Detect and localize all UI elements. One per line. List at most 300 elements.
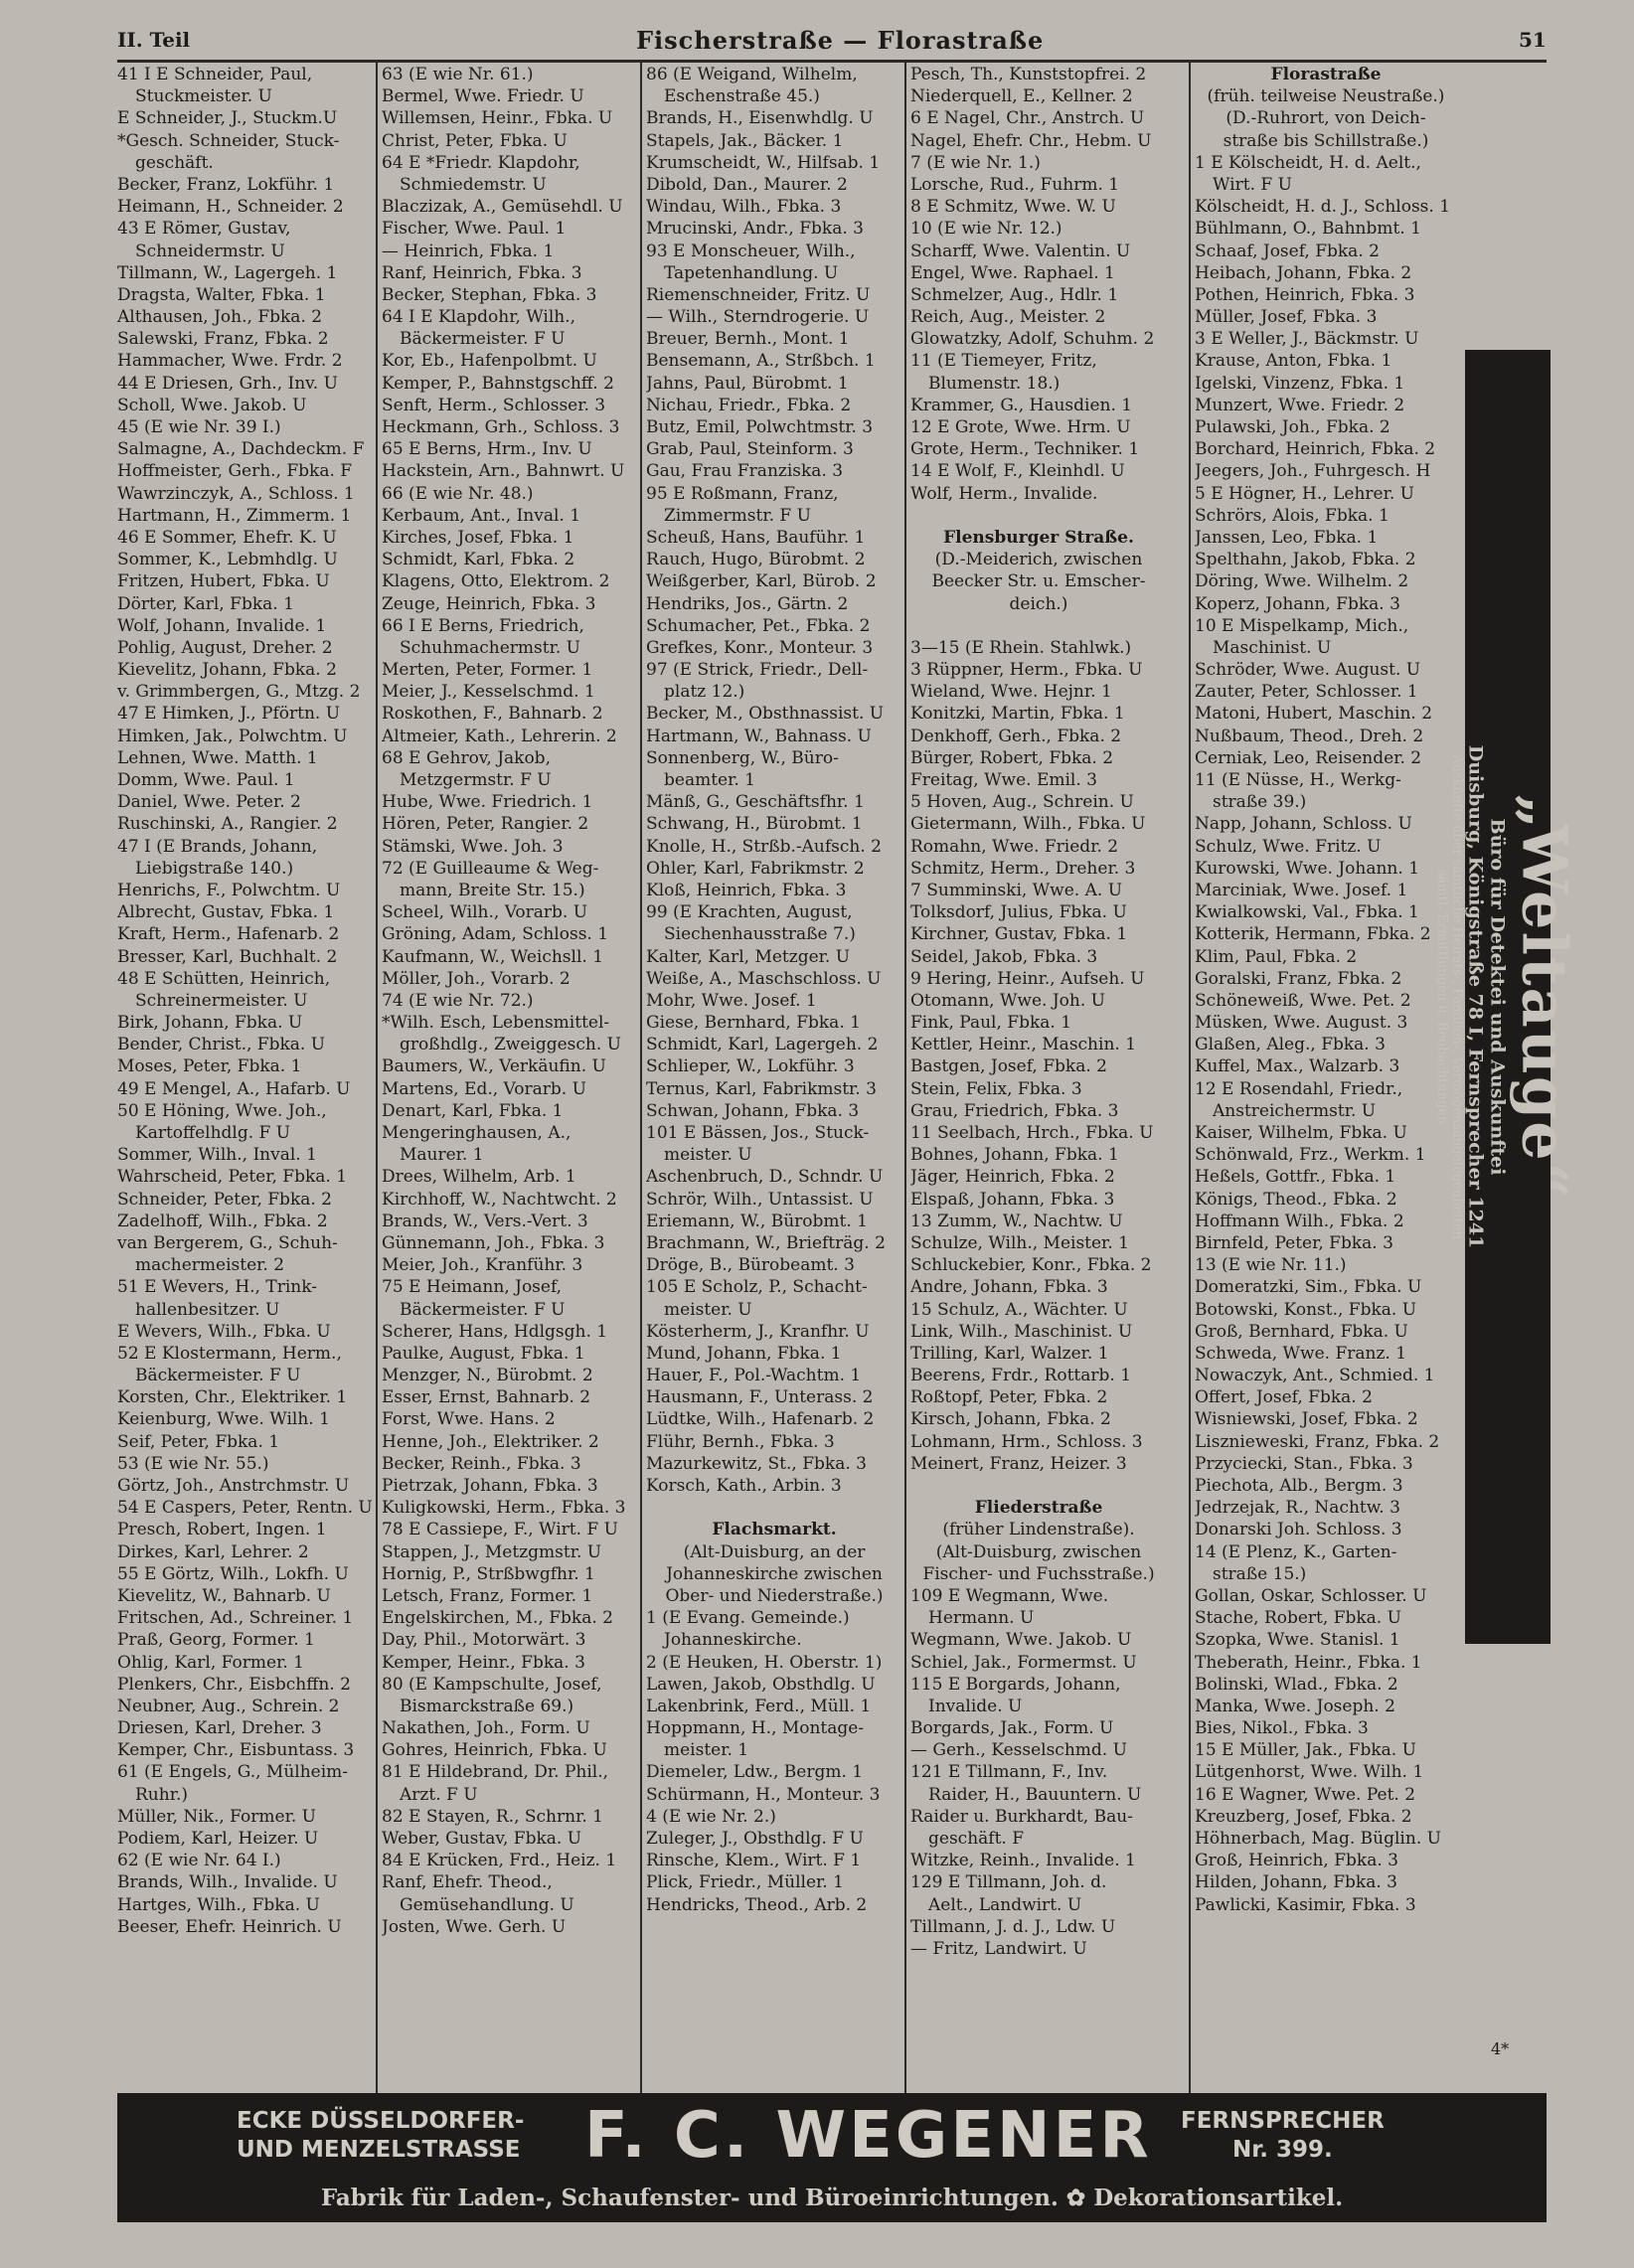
directory-entry: Scholl, Wwe. Jakob. U: [117, 395, 307, 415]
directory-entry: Maurer. 1: [400, 1145, 484, 1166]
directory-entry: Bühlmann, O., Bahnbmt. 1: [1195, 219, 1421, 240]
directory-entry: Schürmann, H., Monteur. 3: [646, 1784, 881, 1805]
directory-entry: 74 (E wie Nr. 72.): [382, 990, 534, 1011]
directory-entry: Weber, Gustav, Fbka. U: [382, 1829, 582, 1849]
footer-phone-number: Nr. 399.: [1231, 2137, 1333, 2163]
directory-entry: Offert, Josef, Fbka. 2: [1195, 1387, 1373, 1408]
directory-entry: Hören, Peter, Rangier. 2: [382, 814, 589, 835]
directory-entry: 97 (E Strick, Friedr., Dell-: [646, 660, 869, 681]
ad-line-4: sämtl. Ermittlungen u. Beobachtungen: [1434, 869, 1450, 1125]
directory-entry: Hoffmann Wilh., Fbka. 2: [1195, 1211, 1404, 1231]
directory-entry: Munzert, Wwe. Friedr. 2: [1195, 395, 1405, 415]
directory-entry: Siechenhausstraße 7.): [664, 924, 856, 945]
directory-entry: Sommer, K., Lebmhdlg. U: [117, 550, 338, 570]
directory-entry: Hackstein, Arn., Bahnwrt. U: [382, 461, 625, 482]
directory-entry: Schneidermstr. U: [135, 241, 285, 261]
directory-entry: Korsch, Kath., Arbin. 3: [646, 1476, 842, 1496]
directory-entry: 72 (E Guilleaume & Weg-: [382, 858, 599, 879]
street-heading: Florastraße: [1270, 65, 1382, 84]
directory-entry: Raider u. Burkhardt, Bau-: [910, 1806, 1133, 1827]
directory-entry: 82 E Stayen, R., Schrnr. 1: [382, 1806, 603, 1827]
ad-line-2: Duisburg, Königstraße 78 I, Fernsprecher 1241: [1464, 744, 1487, 1249]
directory-entry: Kreuzberg, Josef, Fbka. 2: [1195, 1806, 1412, 1827]
directory-entry: 68 E Gehrov, Jakob,: [382, 747, 551, 768]
directory-entry: Mengeringhausen, A.,: [382, 1123, 572, 1143]
directory-entry: Kievelitz, Johann, Fbka. 2: [117, 660, 337, 681]
directory-entry: Bresser, Karl, Buchhalt. 2: [117, 946, 338, 967]
directory-entry: Bastgen, Josef, Fbka. 2: [910, 1056, 1107, 1077]
directory-entry: Fischer, Wwe. Paul. 1: [382, 219, 567, 240]
directory-entry: 75 E Heimann, Josef,: [382, 1277, 563, 1298]
directory-entry: Eschenstraße 45.): [664, 86, 820, 107]
directory-entry: Möller, Joh., Vorarb. 2: [382, 968, 571, 989]
directory-entry: Hoffmeister, Gerh., Fbka. F: [117, 461, 353, 482]
directory-entry: Schneider, Peter, Fbka. 2: [117, 1189, 333, 1210]
directory-entry: Mazurkewitz, St., Fbka. 3: [646, 1453, 867, 1474]
directory-entry: 3 E Weller, J., Bäckmstr. U: [1195, 329, 1419, 350]
directory-entry: 7 (E wie Nr. 1.): [910, 152, 1041, 173]
directory-entry: Andre, Johann, Fbka. 3: [910, 1277, 1108, 1298]
directory-entry: Praß, Georg, Former. 1: [117, 1630, 315, 1651]
directory-entry: Ternus, Karl, Fabrikmstr. 3: [646, 1078, 877, 1099]
directory-entry: 11 (E Nüsse, H., Werkg-: [1195, 770, 1401, 790]
directory-entry: Flühr, Bernh., Fbka. 3: [646, 1431, 835, 1452]
directory-entry: Bismarckstraße 69.): [400, 1696, 574, 1716]
directory-entry: 49 E Mengel, A., Hafarb. U: [117, 1078, 351, 1099]
directory-entry: Senft, Herm., Schlosser. 3: [382, 395, 606, 415]
directory-entry: 129 E Tillmann, Joh. d.: [910, 1872, 1107, 1893]
directory-entry: Lohmann, Hrm., Schloss. 3: [910, 1431, 1143, 1452]
directory-entry: Napp, Johann, Schloss. U: [1195, 814, 1412, 835]
ad-line-3: Auskünfte über sämtliche Heirats-, Familien-, Vermögensangelegenheiten: [1449, 754, 1465, 1239]
directory-entry: Letsch, Franz, Former. 1: [382, 1585, 593, 1606]
directory-entry: Jahns, Paul, Bürobmt. 1: [646, 373, 849, 394]
directory-entry: Lakenbrink, Ferd., Müll. 1: [646, 1696, 872, 1716]
directory-entry: Grote, Herm., Techniker. 1: [910, 439, 1140, 460]
column-4: [910, 64, 1167, 2091]
directory-entry: Roßtopf, Peter, Fbka. 2: [910, 1387, 1108, 1408]
directory-entry: Mohr, Wwe. Josef. 1: [646, 990, 817, 1011]
directory-entry: 115 E Borgards, Johann,: [910, 1674, 1121, 1695]
directory-entry: (D.-Meiderich, zwischen: [934, 550, 1143, 570]
directory-entry: Hausmann, F., Unterass. 2: [646, 1387, 874, 1408]
directory-entry: Salmagne, A., Dachdeckm. F: [117, 439, 365, 460]
directory-entry: Engelskirchen, M., Fbka. 2: [382, 1608, 613, 1629]
directory-entry: Krumscheidt, W., Hilfsab. 1: [646, 152, 881, 173]
street-heading: Flensburger Straße.: [943, 527, 1134, 548]
directory-entry: Klim, Paul, Fbka. 2: [1195, 946, 1358, 967]
directory-entry: Ruschinski, A., Rangier. 2: [117, 814, 338, 835]
directory-entry: Josten, Wwe. Gerh. U: [382, 1916, 567, 1937]
directory-entry: 11 (E Tiemeyer, Fritz,: [910, 351, 1097, 372]
directory-entry: Müller, Nik., Former. U: [117, 1806, 316, 1827]
directory-entry: Schwang, H., Bürobmt. 1: [646, 814, 863, 835]
directory-entry: 13 Zumm, W., Nachtw. U: [910, 1211, 1123, 1231]
directory-entry: Bäckermeister. F U: [400, 1299, 566, 1320]
directory-entry: Hartges, Wilh., Fbka. U: [117, 1894, 320, 1915]
directory-entry: Bäckermeister. F U: [400, 329, 566, 350]
street-heading: Flachsmarkt.: [712, 1520, 837, 1540]
directory-entry: Albrecht, Gustav, Fbka. 1: [117, 902, 335, 923]
directory-entry: Scharff, Wwe. Valentin. U: [910, 241, 1131, 261]
directory-entry: Day, Phil., Motorwärt. 3: [382, 1630, 586, 1651]
directory-entry: Pothen, Heinrich, Fbka. 3: [1195, 284, 1415, 305]
directory-entry: Scheel, Wilh., Vorarb. U: [382, 902, 588, 923]
directory-entry: geschäft. F: [928, 1829, 1024, 1849]
directory-entry: Nowaczyk, Ant., Schmied. 1: [1195, 1366, 1435, 1386]
directory-entry: Nußbaum, Theod., Dreh. 2: [1195, 726, 1424, 746]
directory-entry: Moses, Peter, Fbka. 1: [117, 1056, 302, 1077]
directory-entry: 64 E *Friedr. Klapdohr,: [382, 152, 580, 173]
directory-entry: Koperz, Johann, Fbka. 3: [1195, 593, 1400, 614]
directory-entry: Brands, H., Eisenwhdlg. U: [646, 108, 874, 129]
directory-entry: Witzke, Reinh., Invalide. 1: [910, 1851, 1136, 1871]
footer-phone-label: FERNSPRECHER: [1181, 2108, 1385, 2134]
directory-entry: Becker, Stephan, Fbka. 3: [382, 284, 597, 305]
directory-entry: 7 Summinski, Wwe. A. U: [910, 880, 1123, 900]
column-2: [382, 64, 638, 2091]
directory-entry: Pohlig, August, Dreher. 2: [117, 637, 333, 658]
directory-entry: Schöneweiß, Wwe. Pet. 2: [1195, 990, 1411, 1011]
directory-entry: Zuleger, J., Obsthdlg. F U: [646, 1829, 864, 1849]
directory-entry: Trilling, Karl, Walzer. 1: [910, 1343, 1109, 1364]
directory-entry: Zeuge, Heinrich, Fbka. 3: [382, 593, 596, 614]
directory-entry: Krause, Anton, Fbka. 1: [1195, 351, 1392, 372]
directory-entry: 13 (E wie Nr. 11.): [1195, 1255, 1347, 1276]
directory-entry: Stämski, Wwe. Joh. 3: [382, 836, 564, 857]
directory-entry: Manka, Wwe. Joseph. 2: [1195, 1696, 1395, 1716]
directory-entry: meister. U: [664, 1299, 752, 1320]
directory-entry: Cerniak, Leo, Reisender. 2: [1195, 747, 1422, 768]
directory-entry: 95 E Roßmann, Franz,: [646, 483, 839, 504]
directory-entry: Menzger, N., Bürobmt. 2: [382, 1366, 593, 1386]
directory-entry: Merten, Peter, Former. 1: [382, 660, 593, 681]
directory-entry: Sommer, Wilh., Inval. 1: [117, 1145, 317, 1166]
directory-entry: Gohres, Heinrich, Fbka. U: [382, 1740, 607, 1761]
directory-entry: Schaaf, Josef, Fbka. 2: [1195, 241, 1380, 261]
directory-entry: Szopka, Wwe. Stanisl. 1: [1195, 1630, 1400, 1651]
directory-entry: Wegmann, Wwe. Jakob. U: [910, 1630, 1132, 1651]
directory-entry: (früh. teilweise Neustraße.): [1207, 86, 1445, 107]
directory-entry: 4 (E wie Nr. 2.): [646, 1806, 776, 1827]
directory-entry: Glowatzky, Adolf, Schuhm. 2: [910, 329, 1155, 350]
directory-entry: Weiße, A., Maschschloss. U: [646, 968, 882, 989]
directory-entry: Schmiedemstr. U: [400, 174, 547, 195]
directory-entry: — Fritz, Landwirt. U: [910, 1938, 1087, 1959]
directory-entry: Fritzen, Hubert, Fbka. U: [117, 571, 330, 592]
directory-entry: Neubner, Aug., Schrein. 2: [117, 1696, 340, 1716]
directory-entry: 105 E Scholz, P., Schacht-: [646, 1277, 868, 1298]
directory-entry: 15 Schulz, A., Wächter. U: [910, 1299, 1128, 1320]
directory-entry: Matoni, Hubert, Maschin. 2: [1195, 704, 1433, 725]
directory-entry: Schmidt, Karl, Lagergeh. 2: [646, 1035, 879, 1055]
directory-entry: Kerbaum, Ant., Inval. 1: [382, 505, 581, 526]
directory-entry: Denart, Karl, Fbka. 1: [382, 1100, 564, 1121]
directory-entry: Domm, Wwe. Paul. 1: [117, 770, 295, 790]
directory-entry: Niederquell, E., Kellner. 2: [910, 86, 1133, 107]
directory-entry: Tillmann, J. d. J., Ldw. U: [910, 1916, 1116, 1937]
directory-entry: Schulze, Wilh., Meister. 1: [910, 1232, 1129, 1253]
directory-entry: (Alt-Duisburg, zwischen: [935, 1541, 1142, 1562]
directory-entry: Groß, Bernhard, Fbka. U: [1195, 1321, 1408, 1342]
directory-entry: platz 12.): [664, 682, 745, 703]
directory-entry: 15 E Müller, Jak., Fbka. U: [1195, 1740, 1416, 1761]
directory-entry: Bolinski, Wlad., Fbka. 2: [1195, 1674, 1398, 1695]
directory-entry: 14 E Wolf, F., Kleinhdl. U: [910, 461, 1125, 482]
directory-entry: Stache, Robert, Fbka. U: [1195, 1608, 1401, 1629]
directory-entry: Willemsen, Heinr., Fbka. U: [382, 108, 613, 129]
directory-entry: 11 Seelbach, Hrch., Fbka. U: [910, 1123, 1154, 1143]
directory-entry: Breuer, Bernh., Mont. 1: [646, 329, 850, 350]
directory-entry: Meier, J., Kesselschmd. 1: [382, 682, 595, 703]
directory-entry: 1 (E Evang. Gemeinde.): [646, 1608, 850, 1629]
directory-entry: Schlieper, W., Lokführ. 3: [646, 1056, 855, 1077]
directory-entry: Kalter, Karl, Metzger. U: [646, 946, 851, 967]
directory-entry: Schrör, Wilh., Untassist. U: [646, 1189, 874, 1210]
directory-entry: 78 E Cassiepe, F., Wirt. F U: [382, 1520, 618, 1540]
directory-entry: Giese, Bernhard, Fbka. 1: [646, 1013, 861, 1034]
directory-entry: [910, 505, 1167, 527]
column-1: [117, 64, 374, 2091]
directory-entry: 12 E Rosendahl, Friedr.,: [1195, 1078, 1403, 1099]
directory-entry: 64 I E Klapdohr, Wilh.,: [382, 307, 576, 328]
footer-address: [237, 2107, 524, 2165]
directory-entry: Martens, Ed., Vorarb. U: [382, 1078, 586, 1099]
directory-entry: Schmelzer, Aug., Hdlr. 1: [910, 284, 1119, 305]
directory-entry: Engel, Wwe. Raphael. 1: [910, 262, 1115, 283]
directory-entry: Piechota, Alb., Bergm. 3: [1195, 1476, 1403, 1496]
directory-entry: 47 E Himken, J., Pförtn. U: [117, 704, 341, 725]
directory-entry: Romahn, Wwe. Friedr. 2: [910, 836, 1119, 857]
directory-entry: Kuligkowski, Herm., Fbka. 3: [382, 1498, 626, 1519]
directory-entry: machermeister. 2: [135, 1255, 285, 1276]
directory-entry: Jedrzejak, R., Nachtw. 3: [1195, 1498, 1400, 1519]
directory-entry: Wirt. F U: [1213, 174, 1292, 195]
directory-entry: Königs, Theod., Fbka. 2: [1195, 1189, 1397, 1210]
directory-entry: Link, Wilh., Maschinist. U: [910, 1321, 1133, 1342]
directory-entry: Mrucinski, Andr., Fbka. 3: [646, 219, 864, 240]
directory-entry: Mänß, G., Geschäftsfhr. 1: [646, 792, 865, 813]
directory-entry: Kemper, Chr., Eisbuntass. 3: [117, 1740, 355, 1761]
directory-entry: Wieland, Wwe. Hejnr. 1: [910, 682, 1112, 703]
directory-entry: 46 E Sommer, Ehefr. K. U: [117, 527, 337, 548]
directory-entry: Seif, Peter, Fbka. 1: [117, 1431, 280, 1452]
directory-entry: Elspaß, Johann, Fbka. 3: [910, 1189, 1115, 1210]
directory-entry: Wawrzinczyk, A., Schloss. 1: [117, 483, 355, 504]
directory-entry: Hendricks, Theod., Arb. 2: [646, 1894, 868, 1915]
directory-entry: Schulz, Wwe. Fritz. U: [1195, 836, 1382, 857]
column-divider: [904, 62, 906, 2095]
directory-entry: E Wevers, Wilh., Fbka. U: [117, 1321, 331, 1342]
directory-entry: 109 E Wegmann, Wwe.: [910, 1585, 1109, 1606]
directory-entry: geschäft.: [135, 152, 214, 173]
directory-entry: Dörter, Karl, Fbka. 1: [117, 593, 294, 614]
directory-entry: Kölscheidt, H. d. J., Schloss. 1: [1195, 197, 1451, 218]
directory-entry: Kwialkowski, Val., Fbka. 1: [1195, 902, 1419, 923]
directory-entry: Bies, Nikol., Fbka. 3: [1195, 1718, 1369, 1739]
directory-entry: Seidel, Jakob, Fbka. 3: [910, 946, 1098, 967]
directory-entry: Kartoffelhdlg. F U: [135, 1123, 291, 1143]
directory-entry: Stein, Felix, Fbka. 3: [910, 1078, 1082, 1099]
directory-entry: Wahrscheid, Peter, Fbka. 1: [117, 1167, 348, 1188]
directory-entry: Lisznieweski, Franz, Fbka. 2: [1195, 1431, 1440, 1452]
directory-entry: Stuckmeister. U: [135, 86, 272, 107]
directory-entry: 43 E Römer, Gustav,: [117, 219, 291, 240]
directory-entry: Arzt. F U: [400, 1784, 478, 1805]
directory-entry: Blaczizak, A., Gemüsehdl. U: [382, 197, 623, 218]
column-divider: [376, 62, 378, 2095]
directory-entry: Kaiser, Wilhelm, Fbka. U: [1195, 1123, 1407, 1143]
directory-entry: hallenbesitzer. U: [135, 1299, 280, 1320]
directory-entry: Meier, Joh., Kranführ. 3: [382, 1255, 583, 1276]
directory-entry: 8 E Schmitz, Wwe. W. U: [910, 197, 1116, 218]
directory-entry: Daniel, Wwe. Peter. 2: [117, 792, 301, 813]
directory-entry: Gau, Frau Franziska. 3: [646, 461, 844, 482]
directory-entry: Kuffel, Max., Walzarb. 3: [1195, 1056, 1400, 1077]
directory-entry: Esser, Ernst, Bahnarb. 2: [382, 1387, 591, 1408]
directory-entry: Bohnes, Johann, Fbka. 1: [910, 1145, 1119, 1166]
directory-entry: Wolf, Johann, Invalide. 1: [117, 615, 327, 636]
directory-entry: Dibold, Dan., Maurer. 2: [646, 174, 848, 195]
directory-entry: Hornig, P., Strßbwgfhr. 1: [382, 1563, 595, 1584]
directory-entry: — Wilh., Sterndrogerie. U: [646, 307, 870, 328]
directory-entry: Metzgermstr. F U: [400, 770, 552, 790]
directory-entry: Butz, Emil, Polwchtmstr. 3: [646, 417, 874, 437]
directory-entry: Pietrzak, Johann, Fbka. 3: [382, 1476, 598, 1496]
directory-entry: Brands, Wilh., Invalide. U: [117, 1872, 338, 1893]
directory-entry: E Schneider, J., Stuckm.U: [117, 108, 338, 129]
directory-entry: Schröder, Wwe. August. U: [1195, 660, 1421, 681]
directory-entry: Eriemann, W., Bürobmt. 1: [646, 1211, 868, 1231]
directory-entry: Klagens, Otto, Elektrom. 2: [382, 571, 610, 592]
directory-entry: Birnfeld, Peter, Fbka. 3: [1195, 1232, 1393, 1253]
directory-entry: Salewski, Franz, Fbka. 2: [117, 329, 329, 350]
directory-entry: 5 E Högner, H., Lehrer. U: [1195, 483, 1414, 504]
directory-entry: meister. 1: [664, 1740, 749, 1761]
directory-entry: Hammacher, Wwe. Frdr. 2: [117, 351, 343, 372]
directory-entry: Hermann. U: [928, 1608, 1035, 1629]
directory-entry: 53 (E wie Nr. 55.): [117, 1453, 269, 1474]
directory-entry: Riemenschneider, Fritz. U: [646, 284, 871, 305]
directory-entry: 14 (E Plenz, K., Garten-: [1195, 1541, 1397, 1562]
directory-entry: Himken, Jak., Polwchtm. U: [117, 726, 348, 746]
directory-entry: Henrichs, F., Polwchtm. U: [117, 880, 341, 900]
directory-entry: Bensemann, A., Strßbch. 1: [646, 351, 876, 372]
directory-entry: 48 E Schütten, Heinrich,: [117, 968, 331, 989]
directory-entry: 86 (E Weigand, Wilhelm,: [646, 65, 858, 84]
directory-entry: Fritschen, Ad., Schreiner. 1: [117, 1608, 354, 1629]
directory-entry: *Gesch. Schneider, Stuck-: [117, 130, 340, 151]
directory-entry: Lütgenhorst, Wwe. Wilh. 1: [1195, 1762, 1424, 1783]
directory-entry: Bürger, Robert, Fbka. 2: [910, 747, 1114, 768]
directory-entry: Zadelhoff, Wilh., Fbka. 2: [117, 1211, 328, 1231]
directory-entry: Stapels, Jak., Bäcker. 1: [646, 130, 844, 151]
directory-entry: Hoppmann, H., Montage-: [646, 1718, 865, 1739]
directory-entry: Lüdtke, Wilh., Hafenarb. 2: [646, 1409, 875, 1430]
directory-entry: Diemeler, Ldw., Bergm. 1: [646, 1762, 864, 1783]
directory-entry: Tolksdorf, Julius, Fbka. U: [910, 902, 1127, 923]
directory-entry: 80 (E Kampschulte, Josef,: [382, 1674, 602, 1695]
directory-entry: Hartmann, H., Zimmerm. 1: [117, 505, 352, 526]
directory-entry: Ohler, Karl, Fabrikmstr. 2: [646, 858, 865, 879]
directory-entry: v. Grimmbergen, G., Mtzg. 2: [117, 682, 361, 703]
directory-entry: Schwan, Johann, Fbka. 3: [646, 1100, 860, 1121]
directory-entry: 50 E Höning, Wwe. Joh.,: [117, 1100, 327, 1121]
directory-entry: Theberath, Heinr., Fbka. 1: [1195, 1652, 1422, 1673]
directory-entry: Dröge, B., Bürobeamt. 3: [646, 1255, 855, 1276]
directory-entry: Ranf, Ehefr. Theod.,: [382, 1872, 553, 1893]
directory-entry: Podiem, Karl, Heizer. U: [117, 1829, 319, 1849]
directory-entry: Janssen, Leo, Fbka. 1: [1195, 527, 1379, 548]
directory-entry: Ruhr.): [135, 1784, 188, 1805]
directory-entry: Höhnerbach, Mag. Büglin. U: [1195, 1829, 1441, 1849]
directory-entry: Becker, Reinh., Fbka. 3: [382, 1453, 581, 1474]
directory-entry: [910, 1475, 1167, 1497]
directory-entry: Pesch, Th., Kunststopfrei. 2: [910, 65, 1147, 84]
directory-entry: Döring, Wwe. Wilhelm. 2: [1195, 571, 1409, 592]
directory-entry: Zimmermstr. F U: [664, 505, 811, 526]
directory-entry: Korsten, Chr., Elektriker. 1: [117, 1387, 348, 1408]
directory-entry: Domeratzki, Sim., Fbka. U: [1195, 1277, 1422, 1298]
directory-entry: Aschenbruch, D., Schndr. U: [646, 1167, 884, 1188]
directory-entry: Müsken, Wwe. August. 3: [1195, 1013, 1408, 1034]
directory-entry: großhdlg., Zweiggesch. U: [400, 1035, 621, 1055]
directory-entry: Reich, Aug., Meister. 2: [910, 307, 1106, 328]
directory-entry: Kotterik, Hermann, Fbka. 2: [1195, 924, 1431, 945]
directory-entry: Becker, Franz, Lokführ. 1: [117, 174, 335, 195]
ad-line-1: Büro für Detektei und Auskunftei: [1486, 818, 1509, 1176]
directory-entry: Tillmann, W., Lagergeh. 1: [117, 262, 338, 283]
directory-entry: Krammer, G., Hausdien. 1: [910, 395, 1133, 415]
directory-entry: Botowski, Konst., Fbka. U: [1195, 1299, 1417, 1320]
directory-entry: Scheuß, Hans, Bauführ. 1: [646, 527, 866, 548]
directory-entry: Marciniak, Wwe. Josef. 1: [1195, 880, 1408, 900]
directory-entry: Keienburg, Wwe. Wilh. 1: [117, 1409, 330, 1430]
directory-entry: Ohlig, Karl, Former. 1: [117, 1652, 304, 1673]
directory-entry: Günnemann, Joh., Fbka. 3: [382, 1232, 605, 1253]
directory-entry: van Bergerem, G., Schuh-: [117, 1232, 338, 1253]
directory-entry: Bender, Christ., Fbka. U: [117, 1035, 326, 1055]
street-range-title: Fischerstraße — Florastraße: [636, 26, 1045, 55]
directory-entry: Schmitz, Herm., Dreher. 3: [910, 858, 1136, 879]
directory-entry: Pulawski, Joh., Fbka. 2: [1195, 417, 1390, 437]
directory-entry: 16 E Wagner, Wwe. Pet. 2: [1195, 1784, 1416, 1805]
directory-entry: Brachmann, W., Briefträg. 2: [646, 1232, 886, 1253]
directory-entry: 55 E Görtz, Wilh., Lokfh. U: [117, 1563, 349, 1584]
footer-phone: [1181, 2107, 1385, 2165]
directory-entry: Driesen, Karl, Dreher. 3: [117, 1718, 322, 1739]
directory-entry: 54 E Caspers, Peter, Rentn. U: [117, 1498, 373, 1519]
footer-company-name: F. C. WEGENER: [584, 2099, 1152, 2173]
directory-entry: Igelski, Vinzenz, Fbka. 1: [1195, 373, 1405, 394]
directory-entry: Nakathen, Joh., Form. U: [382, 1718, 590, 1739]
page-header: [0, 28, 1634, 62]
directory-entry: Tapetenhandlung. U: [664, 262, 839, 283]
directory-entry: Görtz, Joh., Anstrchmstr. U: [117, 1476, 350, 1496]
directory-entry: Schluckebier, Konr., Fbka. 2: [910, 1255, 1152, 1276]
directory-entry: Borchard, Heinrich, Fbka. 2: [1195, 439, 1436, 460]
directory-entry: Plick, Friedr., Müller. 1: [646, 1872, 844, 1893]
directory-entry: [646, 1497, 902, 1519]
directory-entry: Hilden, Johann, Fbka. 3: [1195, 1872, 1397, 1893]
directory-entry: Beecker Str. u. Emscher-: [931, 571, 1146, 592]
directory-entry: (früher Lindenstraße).: [942, 1520, 1135, 1540]
directory-entry: 93 E Monscheuer, Wilh.,: [646, 241, 856, 261]
directory-entry: 12 E Grote, Wwe. Hrm. U: [910, 417, 1131, 437]
directory-entry: Meinert, Franz, Heizer. 3: [910, 1453, 1127, 1474]
directory-entry: Altmeier, Kath., Lehrerin. 2: [382, 726, 617, 746]
directory-entry: Gollan, Oskar, Schlosser. U: [1195, 1585, 1427, 1606]
